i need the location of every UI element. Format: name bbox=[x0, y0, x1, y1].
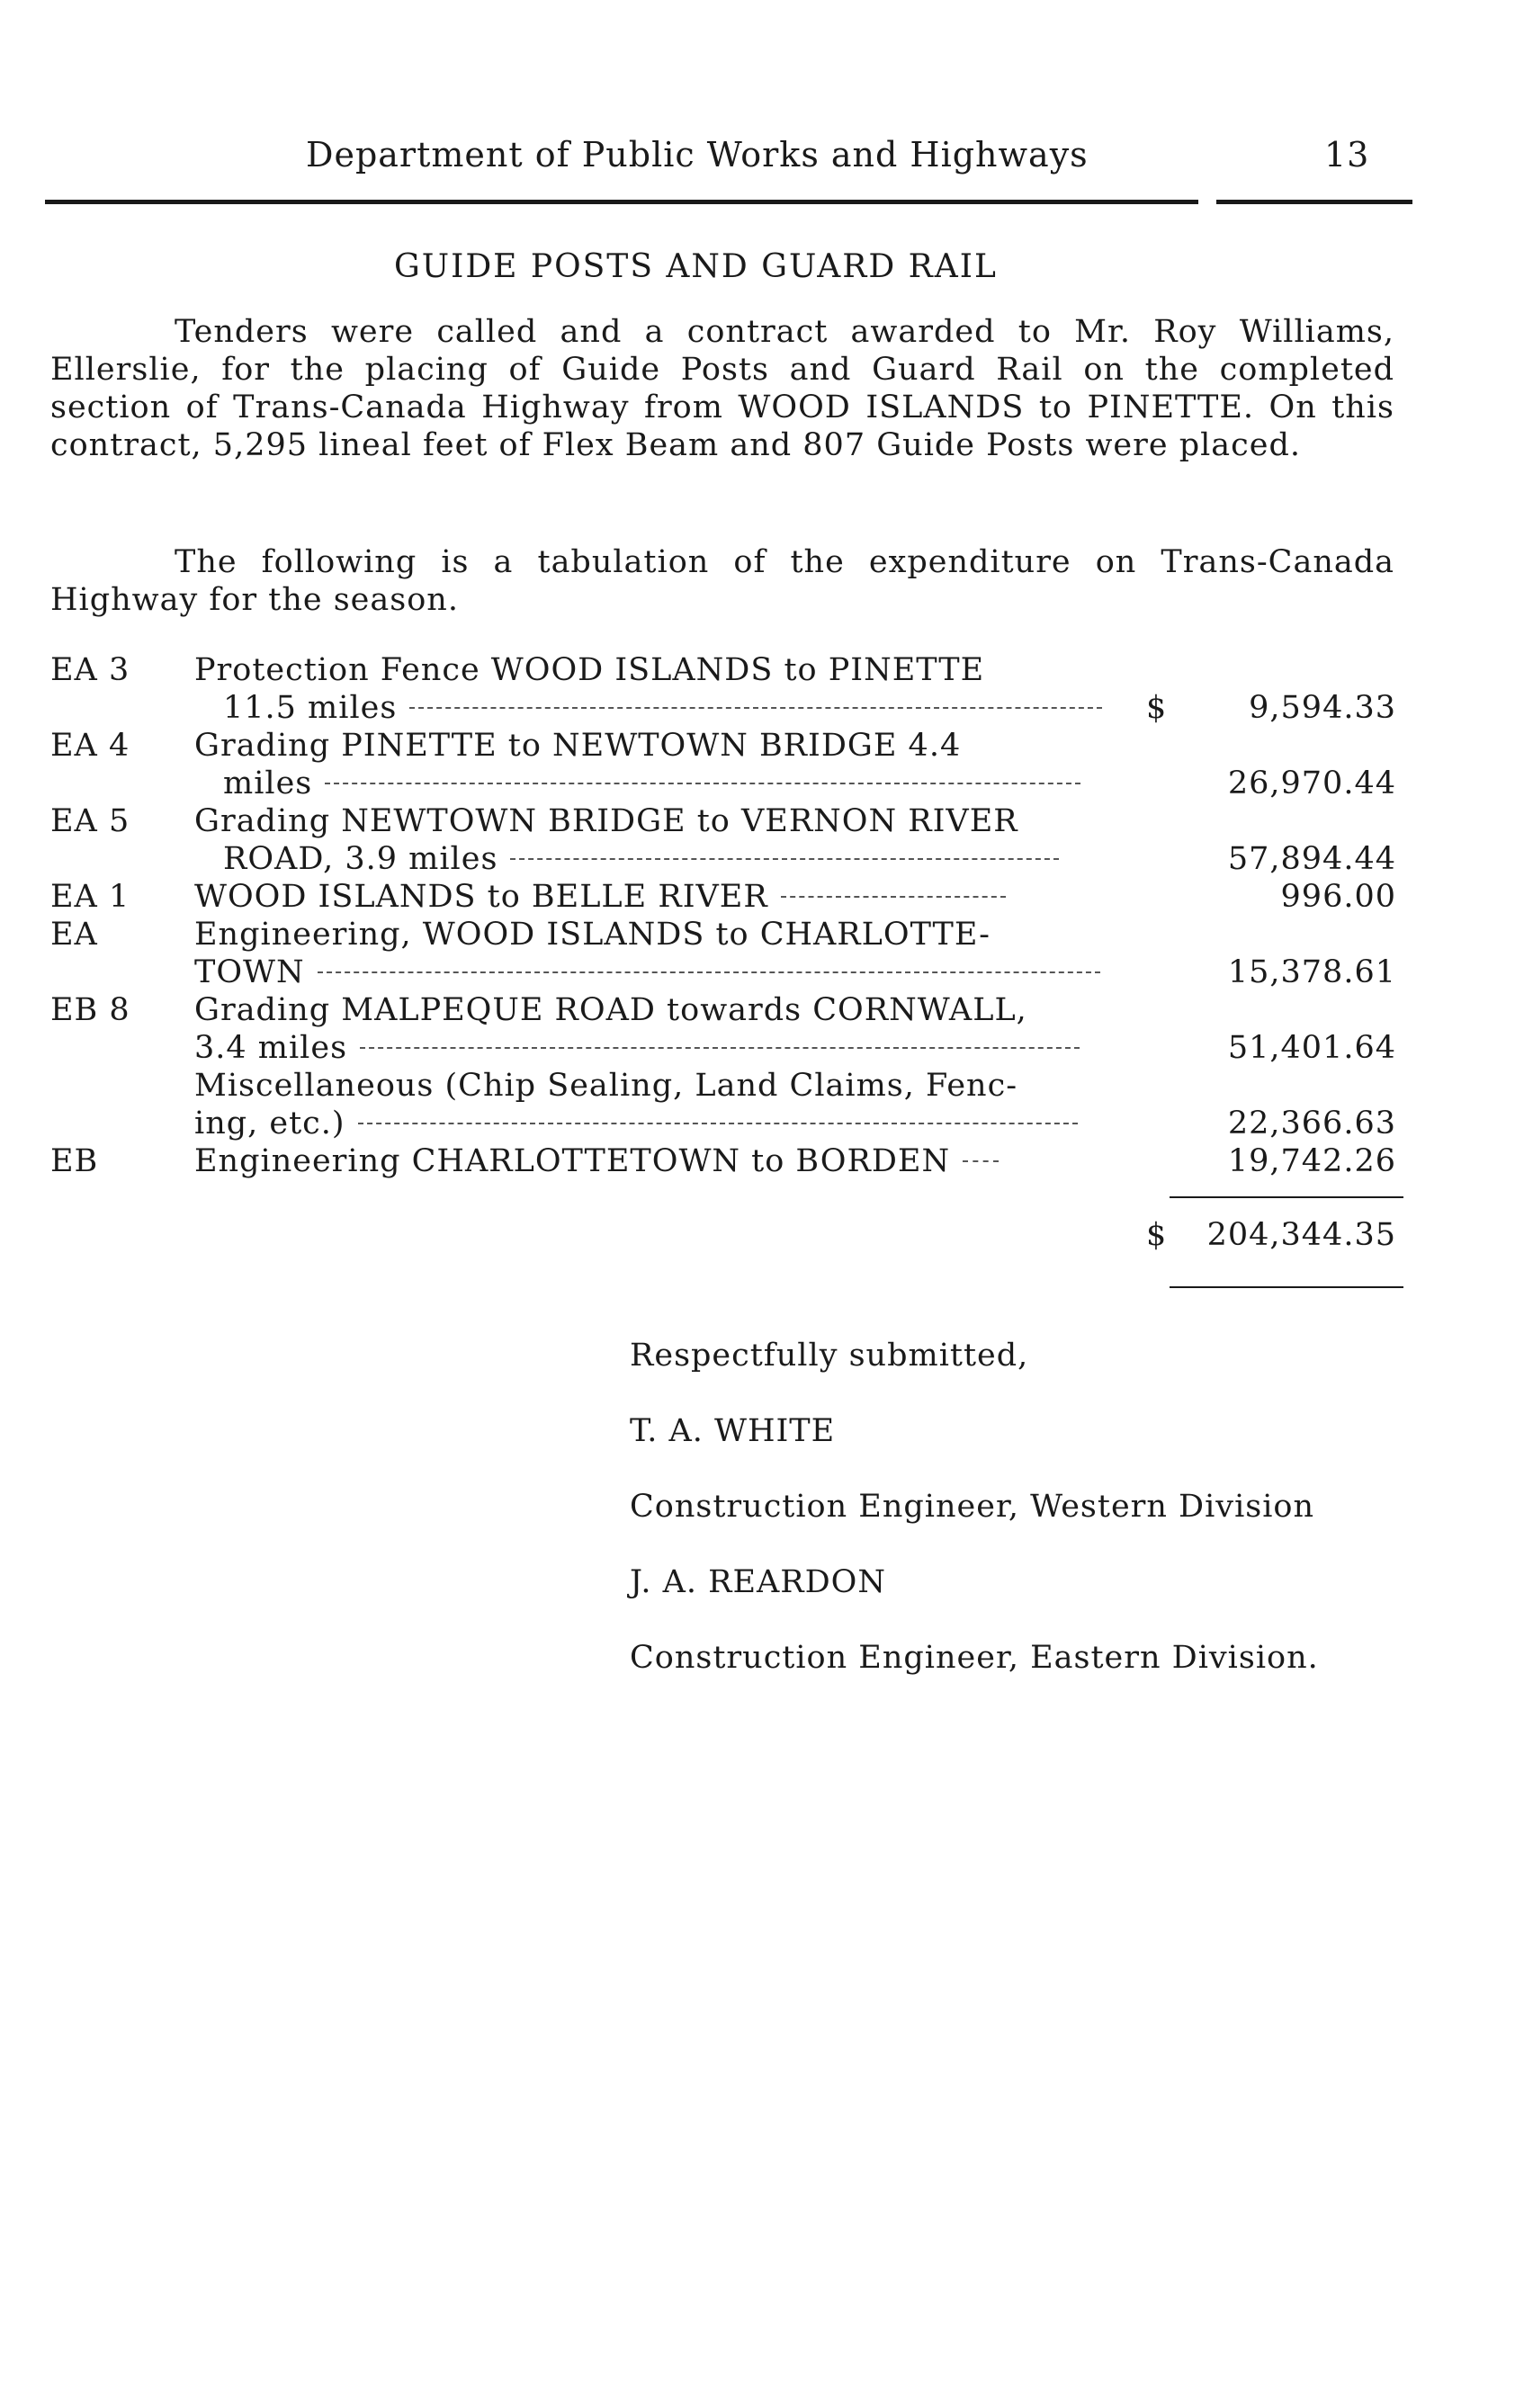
header-rule bbox=[45, 200, 1198, 204]
total-rule bbox=[1170, 1196, 1403, 1198]
signatory-title: Construction Engineer, Western Division bbox=[630, 1489, 1315, 1525]
description-line: ing, etc.) bbox=[194, 1106, 345, 1141]
project-code: EB bbox=[50, 1143, 99, 1179]
leader-dots bbox=[358, 1123, 1078, 1124]
amount: 51,401.64 bbox=[1227, 1030, 1396, 1066]
amount: 26,970.44 bbox=[1227, 765, 1396, 801]
expenditure-row bbox=[50, 727, 1403, 802]
total-amount: 204,344.35 bbox=[1206, 1217, 1396, 1253]
project-code: EA bbox=[50, 917, 98, 953]
leader-dots bbox=[781, 896, 1006, 898]
project-code: EA 1 bbox=[50, 879, 130, 915]
project-code: EA 3 bbox=[50, 652, 130, 688]
expenditure-row bbox=[50, 802, 1403, 878]
total-rule bbox=[1170, 1286, 1403, 1288]
leader-dots bbox=[360, 1047, 1080, 1049]
running-header: Department of Public Works and Highways bbox=[306, 135, 1089, 175]
page-number: 13 bbox=[1324, 135, 1370, 175]
closing-line: Respectfully submitted, bbox=[630, 1338, 1029, 1374]
description-line: TOWN bbox=[194, 954, 305, 990]
expenditure-row bbox=[50, 916, 1403, 991]
contract-paragraph: Tenders were called and a contract awarded to Mr. Roy Williams, Ellerslie, for the placing of Guide Posts and Guard Rail on the completed section of Trans-Canada Highway from WOOD ISLANDS to PINETTE. On this contract, 5,295 lineal feet of Flex Beam and 807 Guide Posts were placed. bbox=[50, 314, 1394, 463]
dollar-sign: $ bbox=[1146, 690, 1168, 726]
expenditure-row bbox=[50, 1142, 1403, 1180]
expenditure-table bbox=[50, 651, 1403, 1180]
amount: 57,894.44 bbox=[1227, 841, 1396, 877]
description-line: Grading MALPEQUE ROAD towards CORNWALL, bbox=[194, 992, 1027, 1028]
header-rule-short bbox=[1216, 200, 1412, 204]
project-code: EA 4 bbox=[50, 728, 130, 764]
description-line: Engineering, WOOD ISLANDS to CHARLOTTE- bbox=[194, 917, 991, 953]
expenditure-row bbox=[50, 651, 1403, 727]
description-line: Protection Fence WOOD ISLANDS to PINETTE bbox=[194, 652, 985, 688]
description-line: Engineering CHARLOTTETOWN to BORDEN bbox=[194, 1143, 951, 1179]
leader-dots bbox=[409, 707, 1102, 709]
amount: 19,742.26 bbox=[1227, 1143, 1396, 1179]
tabulation-intro-paragraph: The following is a tabulation of the expenditure on Trans-Canada Highway for the season. bbox=[50, 544, 1394, 618]
description-line: Grading NEWTOWN BRIDGE to VERNON RIVER bbox=[194, 803, 1018, 839]
leader-dots bbox=[963, 1160, 999, 1162]
expenditure-row bbox=[50, 1067, 1403, 1142]
amount: 22,366.63 bbox=[1227, 1106, 1396, 1141]
project-code: EA 5 bbox=[50, 803, 130, 839]
description-line: miles bbox=[223, 765, 313, 801]
signatory-title: Construction Engineer, Eastern Division. bbox=[630, 1640, 1319, 1676]
description-line: 3.4 miles bbox=[194, 1030, 348, 1066]
section-title: GUIDE POSTS AND GUARD RAIL bbox=[394, 248, 998, 285]
description-line: WOOD ISLANDS to BELLE RIVER bbox=[194, 879, 768, 915]
dollar-sign: $ bbox=[1146, 1217, 1168, 1253]
amount: 996.00 bbox=[1280, 879, 1396, 915]
leader-dots bbox=[325, 783, 1080, 784]
description-line: Miscellaneous (Chip Sealing, Land Claims, Fenc- bbox=[194, 1068, 1018, 1104]
signatory-name: J. A. REARDON bbox=[630, 1564, 887, 1600]
project-code: EB 8 bbox=[50, 992, 130, 1028]
amount: 9,594.33 bbox=[1249, 690, 1396, 726]
expenditure-row bbox=[50, 878, 1403, 916]
leader-dots bbox=[510, 858, 1059, 860]
expenditure-row bbox=[50, 991, 1403, 1067]
description-line: Grading PINETTE to NEWTOWN BRIDGE 4.4 bbox=[194, 728, 962, 764]
leader-dots bbox=[318, 971, 1100, 973]
amount: 15,378.61 bbox=[1227, 954, 1396, 990]
description-line: 11.5 miles bbox=[223, 690, 398, 726]
description-line: ROAD, 3.9 miles bbox=[223, 841, 498, 877]
signatory-name: T. A. WHITE bbox=[630, 1413, 836, 1449]
